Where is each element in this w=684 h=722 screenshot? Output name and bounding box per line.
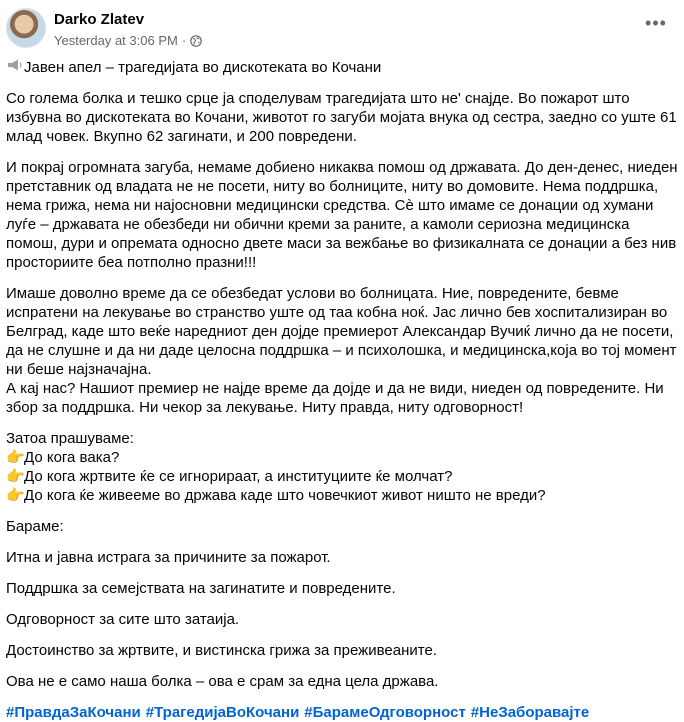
post-title: [6, 58, 678, 77]
ellipsis-icon[interactable]: •••: [645, 13, 667, 33]
paragraph-3: Имаше доволно време да се обезбедат услови во болницата. Ние, повредените, бевме испратени на лекување во странство уште од таа кобна ноќ. Јас лично бев хоспитализиран во Белград, каде што веќе наредниот ден дојде премиерот Александар Вучиќ лично да не посети, да не слушне и да ни даде целосна поддршка – и психолошка, и медицинска,која во тој момент ни беше најзначајна.: [6, 285, 677, 378]
pointing-finger-icon: 👉: [6, 449, 25, 466]
paragraph-1: Со голема болка и тешко срце ја споделувам трагедијата што не' снајде. Во пожарот што избувна во дискотеката во Кочани, животот го загуби мојата внука од сестра, заедно со уште 61 млад човек. Вкупно 62 загинати, и 200 повредени.: [6, 90, 677, 145]
demand-item: Достоинство за жртвите, и вистинска грижа за преживеаните.: [6, 642, 437, 659]
author-avatar[interactable]: [6, 8, 46, 48]
globe-icon[interactable]: [190, 35, 202, 47]
megaphone-icon: [6, 58, 24, 72]
meta-separator: ·: [181, 33, 187, 48]
questions-intro: Затоа прашуваме:: [6, 430, 134, 447]
post-header: [6, 8, 678, 56]
hashtag-link[interactable]: #ТрагедијаВоКочани: [145, 704, 300, 721]
question-text: До кога вака?: [24, 449, 120, 466]
paragraph-4: А кај нас? Нашиот премиер не најде време да дојде и да не види, ниеден од повредените. Ни збор за поддршка. Ни чекор за лекување. Ниту правда, ниту одговорност!: [6, 380, 664, 416]
closing-statement: Ова не е само наша болка – ова е срам за една цела држава.: [6, 673, 439, 690]
post-title-text: Јавен апел – трагедијата во дискотеката во Кочани: [24, 59, 382, 76]
pointing-finger-icon: 👉: [6, 487, 25, 504]
hashtag-link[interactable]: #ПравдаЗаКочани: [6, 704, 141, 721]
demands-intro: Бараме:: [6, 518, 64, 535]
question-text: До кога ќе живееме во држава каде што човечкиот живот ништо не вреди?: [24, 487, 546, 504]
question-text: До кога жртвите ќе се игнорираат, а институциите ќе молчат?: [24, 468, 453, 485]
post-meta: [54, 33, 202, 48]
pointing-finger-icon: 👉: [6, 468, 25, 485]
demand-item: Одговорност за сите што затаија.: [6, 611, 240, 628]
demand-item: Поддршка за семејствата на загинатите и повредените.: [6, 580, 396, 597]
hashtag-link[interactable]: #НеЗаборавајте: [470, 704, 590, 721]
paragraph-2: И покрај огромната загуба, немаме добиено никаква помош од државата. До ден-денес, ниеден претставник од владата не не посети, ниту во болниците, ниту во домовите. Нема поддршка, нема грижа, нема ни најосновни медицински средства. Сè што имаме се донации од хумани луѓе – државата не обезбеди ни обични креми за раните, а камоли сериозна медицинска помош, дури и опремата односно двете маси за вежбање во физикалната се донации а без нив просториите беа потполно празни!!!: [6, 159, 678, 271]
author-name[interactable]: Darko Zlatev: [54, 11, 145, 28]
demand-item: Итна и јавна истрага за причините за пожарот.: [6, 549, 331, 566]
question-item: [6, 486, 678, 505]
post-body: [6, 58, 678, 722]
question-item: [6, 448, 678, 467]
hashtag-link[interactable]: #БарамеОдговорност: [304, 704, 466, 721]
question-item: [6, 467, 678, 486]
post-timestamp[interactable]: Yesterday at 3:06 PM: [54, 33, 178, 48]
hashtag-list: [6, 703, 678, 722]
